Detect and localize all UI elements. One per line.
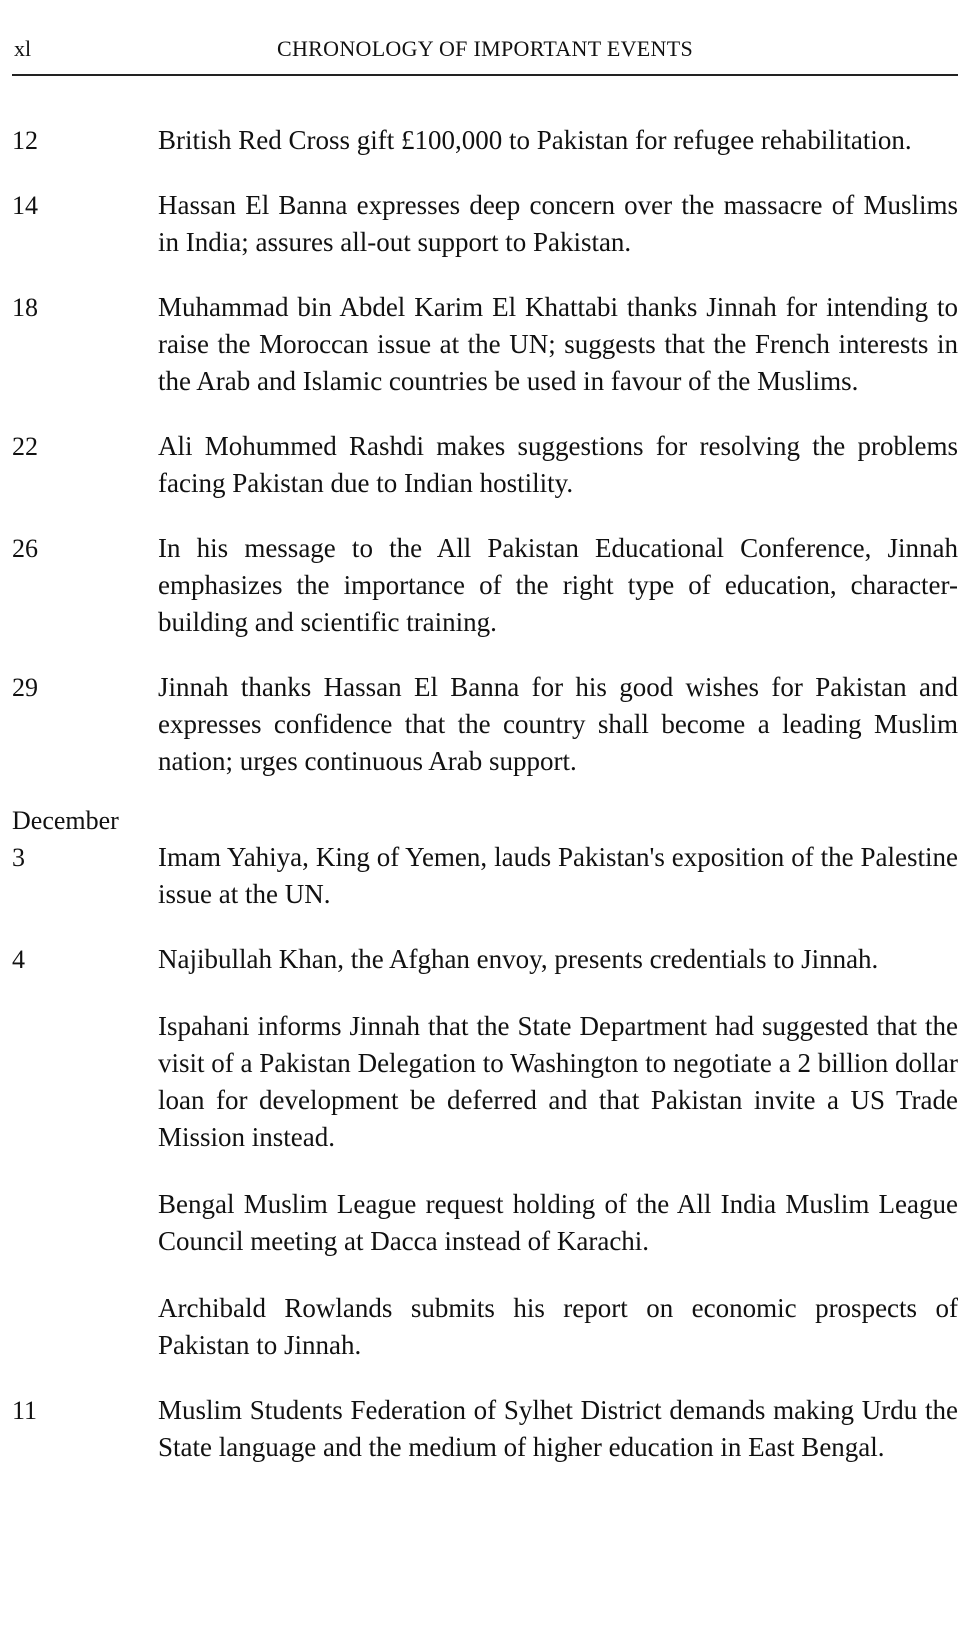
entry-date: 26 [12,534,38,563]
entry-text [158,839,958,913]
chronology-entry [12,1392,958,1466]
entry-text [158,289,958,400]
entry-text [158,122,958,159]
entry-paragraph: Jinnah thanks Hassan El Banna for his good wishes for Pakistan and expresses confidence that the country shall become a leading Muslim nation; urges continuous Arab support. [158,672,958,776]
entry-paragraph: British Red Cross gift £100,000 to Pakistan for refugee rehabilitation. [158,125,912,155]
entry-date: 29 [12,673,38,702]
chronology-entry [12,122,958,159]
entry-paragraph: Hassan El Banna expresses deep concern over the massacre of Muslims in India; assures all-out support to Pakistan. [158,190,958,257]
entry-date: 3 [12,843,25,872]
entry-text [158,428,958,502]
page-header [12,34,958,76]
entry-paragraph: In his message to the All Pakistan Educational Conference, Jinnah emphasizes the importance of the right type of education, character-building and scientific training. [158,533,958,637]
running-head: CHRONOLOGY OF IMPORTANT EVENTS [277,36,693,61]
entry-date: 18 [12,293,38,322]
chronology-entry [12,530,958,641]
entry-text [158,530,958,641]
entry-paragraph: Ali Mohummed Rashdi makes suggestions for resolving the problems facing Pakistan due to Indian hostility. [158,431,958,498]
entry-paragraph: Bengal Muslim League request holding of the All India Muslim League Council meeting at Dacca instead of Karachi. [158,1189,958,1256]
entry-text [158,1392,958,1466]
entry-paragraph: Muslim Students Federation of Sylhet District demands making Urdu the State language and the medium of higher education in East Bengal. [158,1395,958,1462]
chronology-entry [12,428,958,502]
entry-paragraph: Archibald Rowlands submits his report on economic prospects of Pakistan to Jinnah. [158,1293,958,1360]
chronology-entry [12,187,958,261]
month-heading: December [12,806,119,835]
page-number: xl [14,36,32,61]
entry-paragraph: Najibullah Khan, the Afghan envoy, presents credentials to Jinnah. [158,944,879,974]
entry-text [158,187,958,261]
chronology-entry [12,839,958,913]
entry-paragraph: Muhammad bin Abdel Karim El Khattabi thanks Jinnah for intending to raise the Moroccan issue at the UN; suggests that the French interests in the Arab and Islamic countries be used in favour of the Muslims. [158,292,958,396]
chronology-entry [12,941,958,1364]
chronology-entry [12,669,958,780]
entry-text [158,941,958,1364]
entry-date: 14 [12,191,38,220]
chronology-body [12,122,958,1494]
entry-date: 22 [12,432,38,461]
entry-text [158,669,958,780]
entry-paragraph: Ispahani informs Jinnah that the State Department had suggested that the visit of a Pakistan Delegation to Washington to negotiate a 2 billion dollar loan for development be deferred and that Pakistan invite a US Trade Mission instead. [158,1011,958,1152]
entry-date: 4 [12,945,25,974]
entry-date: 11 [12,1396,38,1425]
chronology-entry [12,289,958,400]
entry-date: 12 [12,126,38,155]
entry-paragraph: Imam Yahiya, King of Yemen, lauds Pakistan's exposition of the Palestine issue at the UN. [158,842,958,909]
